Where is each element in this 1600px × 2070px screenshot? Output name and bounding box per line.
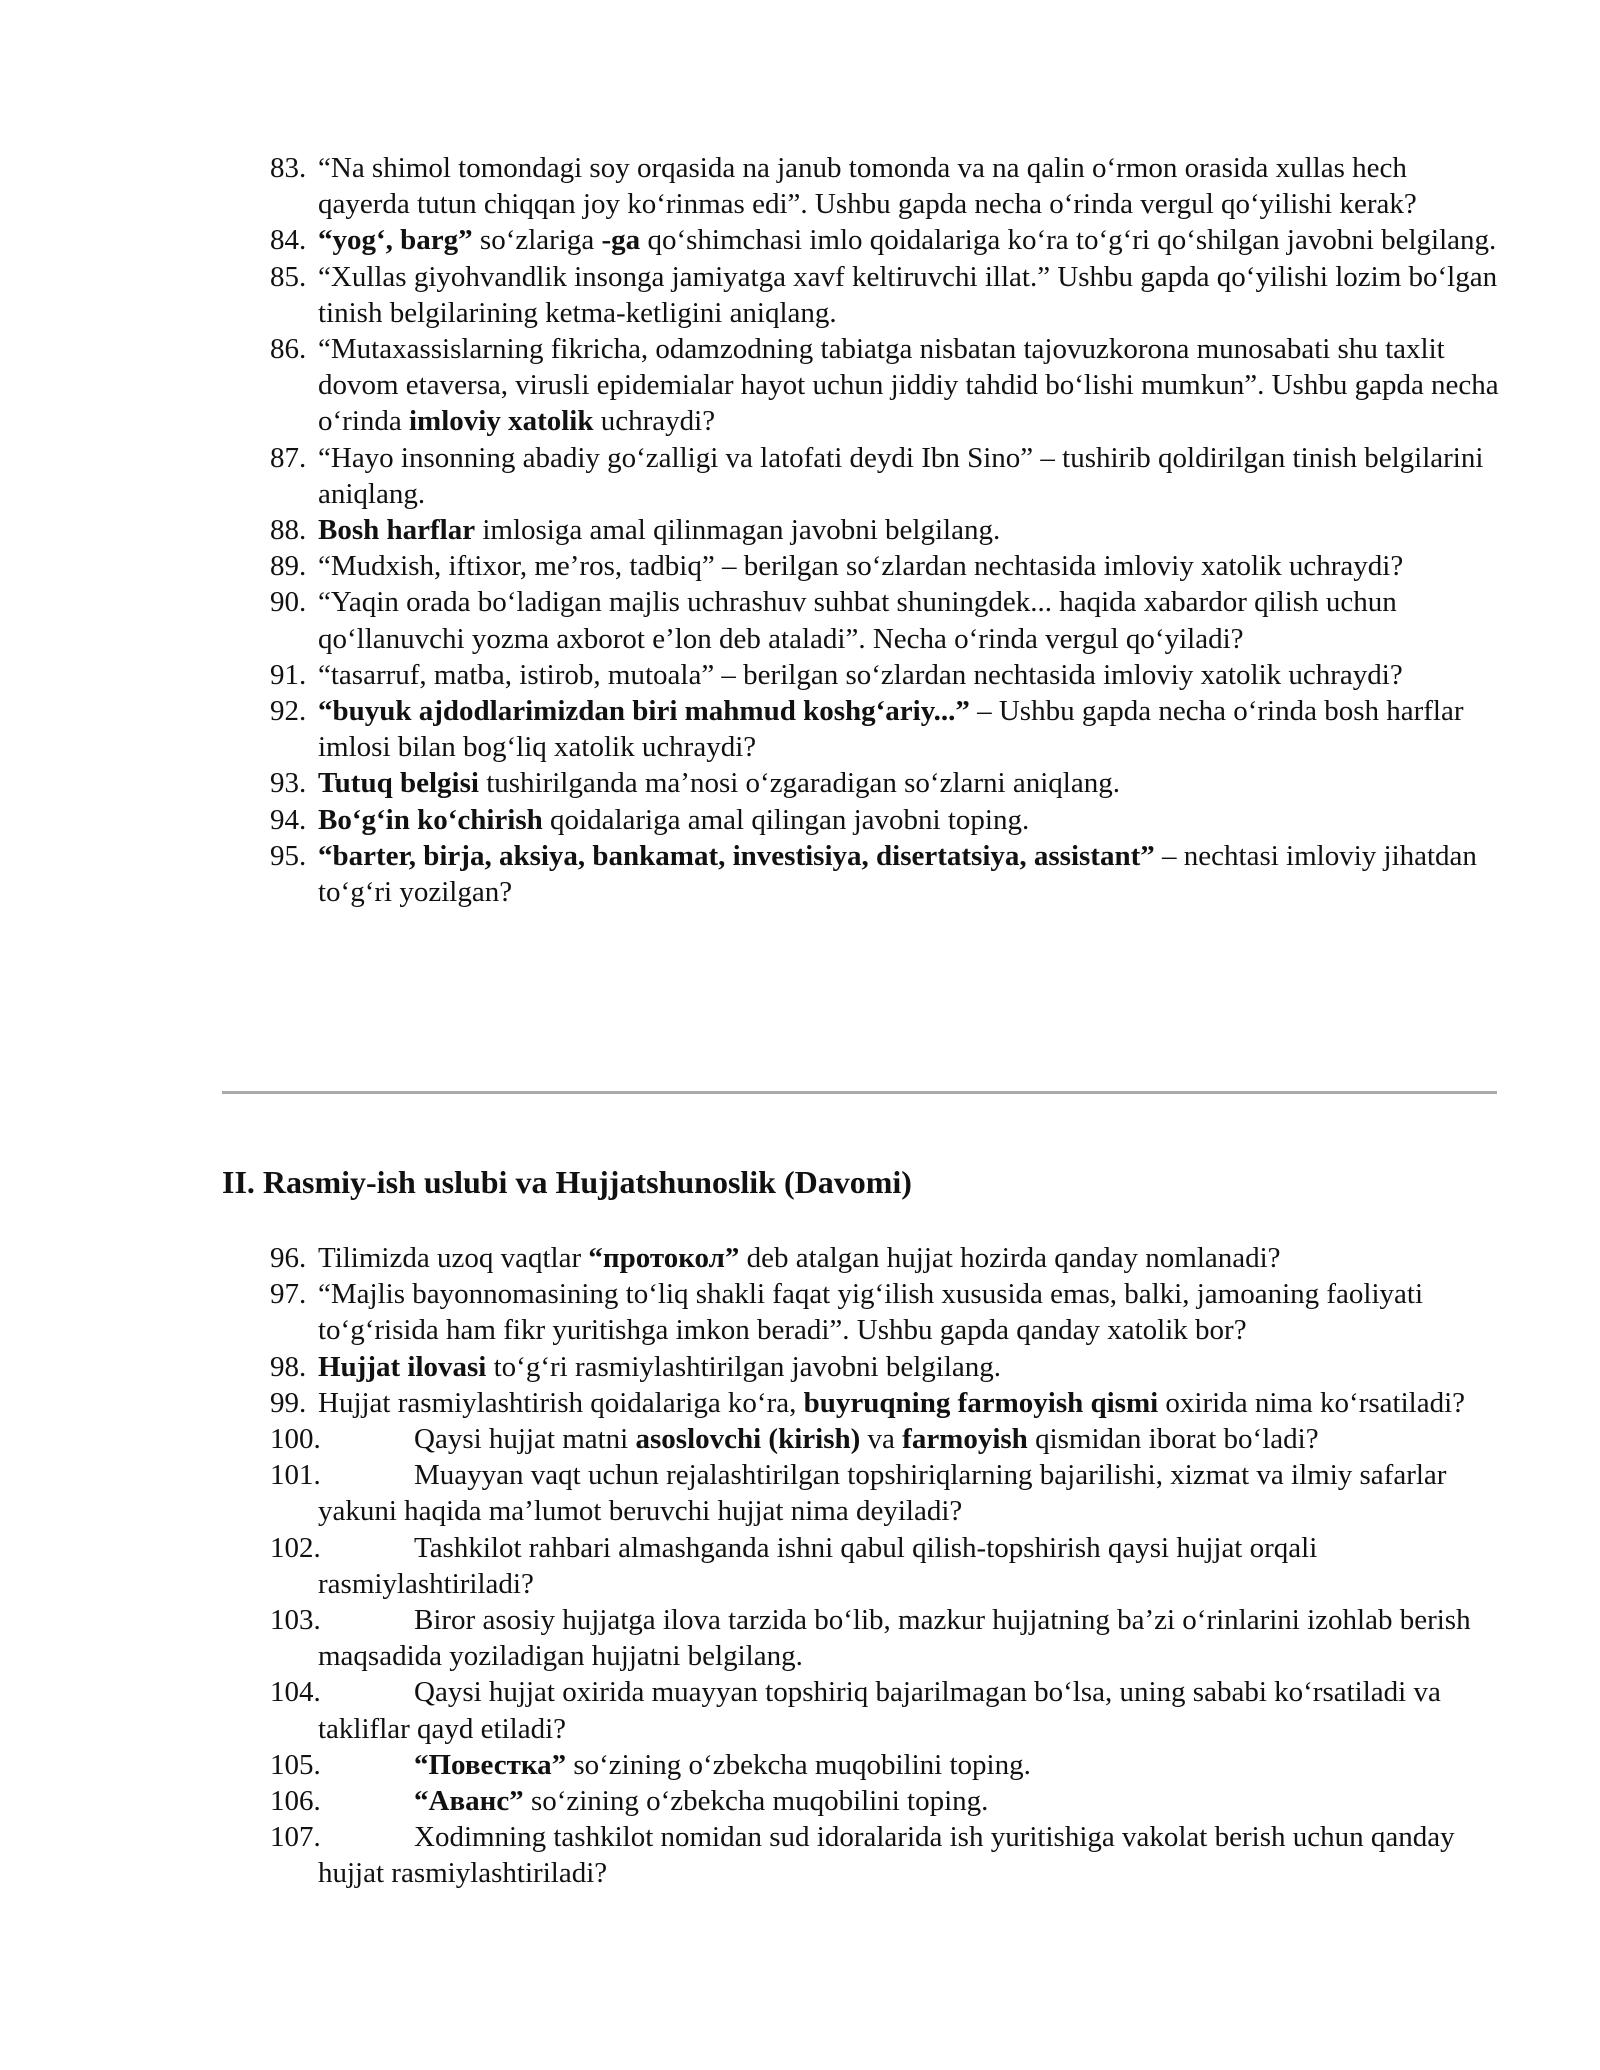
question-number: 95. [270, 839, 307, 872]
question-item [270, 548, 1505, 584]
question-item [270, 1349, 1505, 1385]
question-number: 100. [270, 1423, 321, 1456]
question-number: 85. [270, 260, 307, 293]
question-text-bold: “yog‘, barg” [318, 224, 473, 257]
question-text: va [860, 1423, 903, 1456]
question-text: Muayyan vaqt uchun rejalashtirilgan topshiriqlarning bajarilishi, xizmat va ilmiy safarlar yakuni haqida ma’lumot beruvchi hujjat nima deyiladi? [318, 1459, 1447, 1528]
question-text: “tasarruf, matba, istirob, mutoala” – berilgan so‘zlardan nechtasida imloviy xatolik uchraydi? [318, 658, 1403, 691]
question-text-bold: Hujjat ilovasi [318, 1350, 487, 1383]
question-text: Tilimizda uzoq vaqtlar [318, 1242, 589, 1274]
question-item [270, 1457, 1505, 1529]
question-text-bold: “Аванс” [414, 1785, 524, 1818]
question-text: “Majlis bayonnomasining to‘liq shakli faqat yig‘ilish xususida emas, balki, jamoaning faoliyati to‘g‘risida ham fikr yuritishga imkon beradi”. Ushbu gapda qanday xatolik bor? [318, 1278, 1424, 1347]
question-text-bold: buyruqning farmoyish qismi [803, 1386, 1159, 1419]
question-number: 92. [270, 695, 307, 728]
section-heading: II. Rasmiy-ish uslubi va Hujjatshunoslik (Davomi) [222, 1164, 912, 1200]
question-text: Tashkilot rahbari almashganda ishni qabul qilish-topshirish qaysi hujjat orqali rasmiylashtiriladi? [318, 1531, 1318, 1600]
question-text: – Ushbu gapda necha o‘rinda bosh harflar imlosi bilan bog‘liq xatolik uchraydi? [318, 695, 1464, 764]
question-item [270, 1783, 1505, 1819]
question-text: so‘zining o‘zbekcha muqobilini toping. [523, 1785, 989, 1818]
question-item [270, 838, 1505, 910]
question-text-bold: “протокол” [588, 1242, 740, 1274]
question-text: tushirilganda ma’nosi o‘zgaradigan so‘zlarni aniqlang. [478, 767, 1120, 800]
question-number: 97. [270, 1278, 307, 1311]
question-text: qismidan iborat bo‘ladi? [1027, 1423, 1319, 1456]
question-item [270, 222, 1505, 258]
question-text-bold: -ga [601, 224, 641, 257]
question-number: 88. [270, 514, 307, 547]
question-item [270, 693, 1505, 765]
question-number: 106. [270, 1785, 321, 1818]
question-text: “Xullas giyohvandlik insonga jamiyatga xavf keltiruvchi illat.” Ushbu gapda qo‘yilishi lozim bo‘lgan tinish belgilarining ketma-ketligini aniqlang. [318, 260, 1498, 329]
question-text: “Na shimol tomondagi soy orqasida na janub tomonda va na qalin o‘rmon orasida xullas hech qayerda tutun chiqqan joy ko‘rinmas edi”. Ushbu gapda necha o‘rinda vergul qo‘yilishi kerak? [318, 152, 1417, 221]
question-item [270, 1421, 1505, 1457]
question-text: Xodimning tashkilot nomidan sud idoralarida ish yuritishiga vakolat berish uchun qanday hujjat rasmiylashtiriladi? [318, 1821, 1455, 1890]
question-item [270, 1819, 1505, 1891]
question-number: 83. [270, 152, 307, 184]
question-text: Qaysi hujjat matni [414, 1423, 636, 1456]
question-number: 103. [270, 1604, 321, 1637]
question-text-bold: Tutuq belgisi [318, 767, 479, 800]
question-text-bold: Bo‘g‘in ko‘chirish [318, 803, 543, 836]
question-number: 84. [270, 224, 307, 257]
question-number: 86. [270, 333, 307, 366]
question-text: so‘zining o‘zbekcha muqobilini toping. [566, 1748, 1031, 1781]
question-text: “Mudxish, iftixor, me’ros, tadbiq” – berilgan so‘zlardan nechtasida imloviy xatolik uchraydi? [318, 550, 1404, 583]
question-number: 101. [270, 1459, 321, 1492]
question-number: 105. [270, 1748, 321, 1781]
question-text: “Mutaxassislarning fikricha, odamzodning tabiatga nisbatan tajovuzkorona munosabati shu taxlit dovom etaversa, virusli epidemialar hayot uchun jiddiy tahdid bo‘lishi mumkun”. Ushbu gapda necha o‘rinda [318, 333, 1499, 438]
question-item [270, 1602, 1505, 1674]
question-number: 91. [270, 658, 307, 691]
question-text: “Yaqin orada bo‘ladigan majlis uchrashuv suhbat shuningdek... haqida xabardor qilish uchun qo‘llanuvchi yozma axborot e’lon deb ataladi”. Necha o‘rinda vergul qo‘yiladi? [318, 586, 1397, 655]
question-text-bold: imloviy xatolik [409, 405, 594, 438]
question-text-bold: Bosh harflar [318, 514, 476, 547]
question-text: “Hayo insonning abadiy go‘zalligi va latofati deydi Ibn Sino” – tushirib qoldirilgan tinish belgilarini aniqlang. [318, 441, 1484, 510]
question-text: uchraydi? [593, 405, 716, 438]
section-divider [222, 1091, 1497, 1094]
question-item [270, 331, 1505, 440]
question-item [270, 512, 1505, 548]
question-text: deb atalgan hujjat hozirda qanday nomlanadi? [739, 1242, 1281, 1274]
question-list-section-1 [270, 150, 1505, 910]
question-item [270, 1747, 1505, 1783]
question-number: 87. [270, 441, 307, 474]
question-item [270, 1240, 1505, 1276]
question-text: to‘g‘ri rasmiylashtirilgan javobni belgilang. [486, 1350, 1002, 1383]
question-text: imlosiga amal qilinmagan javobni belgilang. [475, 514, 1001, 547]
question-text-bold: “Повестка” [414, 1748, 567, 1781]
question-text: – nechtasi imloviy jihatdan to‘g‘ri yozilgan? [318, 839, 1477, 909]
question-text: Hujjat rasmiylashtirish qoidalariga ko‘ra, [318, 1386, 804, 1419]
question-number: 90. [270, 586, 307, 619]
question-text: qo‘shimchasi imlo qoidalariga ko‘ra to‘g‘ri qo‘shilgan javobni belgilang. [640, 224, 1497, 257]
question-text: oxirida nima ko‘rsatiladi? [1158, 1386, 1465, 1419]
question-item [270, 150, 1505, 222]
question-item [270, 802, 1505, 838]
question-number: 107. [270, 1821, 321, 1854]
question-text-bold: “buyuk ajdodlarimizdan biri mahmud koshg‘ariy...” [318, 695, 970, 728]
question-item [270, 1674, 1505, 1746]
question-item [270, 440, 1505, 512]
question-item [270, 657, 1505, 693]
question-text-bold: “barter, birja, aksiya, bankamat, investisiya, disertatsiya, assistant” [318, 839, 1155, 872]
question-text: Qaysi hujjat oxirida muayyan topshiriq bajarilmagan bo‘lsa, uning sababi ko‘rsatiladi va takliflar qayd etiladi? [318, 1676, 1441, 1745]
question-item [270, 1385, 1505, 1421]
question-number: 89. [270, 550, 307, 583]
question-number: 99. [270, 1386, 307, 1419]
question-number: 96. [270, 1242, 307, 1274]
question-item [270, 765, 1505, 801]
question-number: 102. [270, 1531, 321, 1564]
question-item [270, 1276, 1505, 1348]
question-text: Biror asosiy hujjatga ilova tarzida bo‘lib, mazkur hujjatning ba’zi o‘rinlarini izohlab berish maqsadida yoziladigan hujjatni belgilang. [318, 1604, 1471, 1673]
question-number: 94. [270, 803, 307, 836]
question-text: so‘zlariga [472, 224, 602, 257]
question-text-bold: asoslovchi (kirish) [635, 1423, 861, 1456]
question-item [270, 1530, 1505, 1602]
question-text-bold: farmoyish [902, 1423, 1028, 1456]
question-number: 93. [270, 767, 307, 800]
question-text: qoidalariga amal qilingan javobni toping. [542, 803, 1030, 836]
question-number: 104. [270, 1676, 321, 1709]
question-number: 98. [270, 1350, 307, 1383]
question-list-section-2 [270, 1240, 1505, 1892]
question-item [270, 584, 1505, 656]
question-item [270, 259, 1505, 331]
